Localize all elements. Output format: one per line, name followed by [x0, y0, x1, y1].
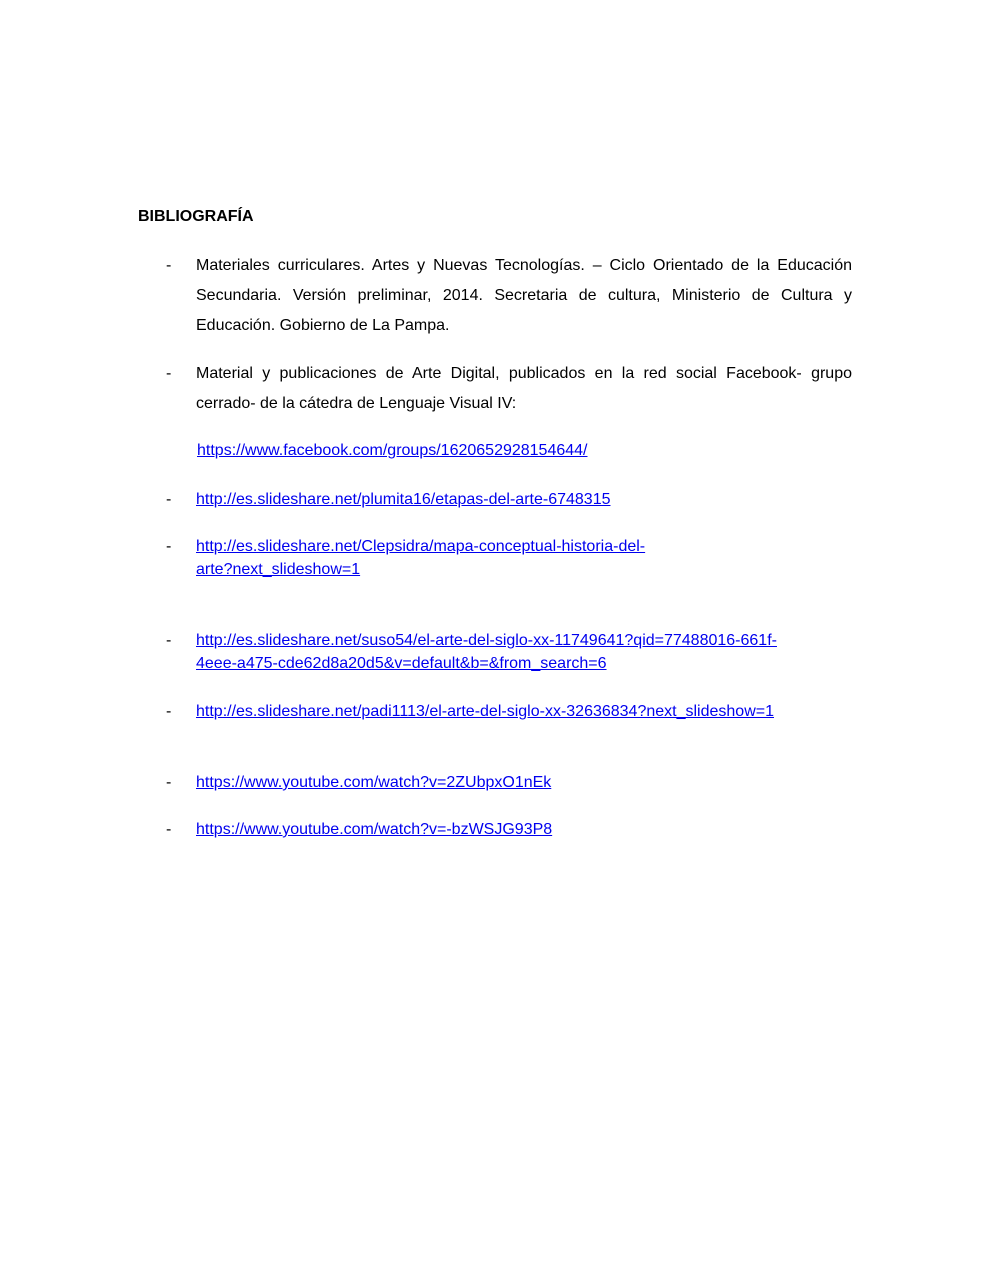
bullet-dash: - — [166, 257, 172, 274]
entry-text: Material y publicaciones de Arte Digital, publicados en la red social Facebook- grupo cerrado- de la cátedra de Lenguaje Visual IV: — [196, 365, 852, 412]
section-heading: BIBLIOGRAFÍA — [138, 208, 254, 225]
bullet-dash: - — [166, 774, 172, 791]
slideshare-link-etapas[interactable]: http://es.slideshare.net/plumita16/etapas-del-arte-6748315 — [196, 491, 611, 508]
slideshare-link-suso54-line2[interactable]: 4eee-a475-cde62d8a20d5&v=default&b=&from_search=6 — [196, 655, 607, 672]
entry-text: Materiales curriculares. Artes y Nuevas Tecnologías. – Ciclo Orientado de la Educación Secundaria. Versión preliminar, 2014. Secretaria de cultura, Ministerio de Cultura y Educación. Gobierno de La Pampa. — [196, 257, 852, 334]
slideshare-link-mapa-line1[interactable]: http://es.slideshare.net/Clepsidra/mapa-conceptual-historia-del- — [196, 538, 646, 555]
bullet-dash: - — [166, 538, 172, 555]
facebook-group-link[interactable]: https://www.facebook.com/groups/1620652928154644/ — [197, 442, 588, 459]
bullet-dash: - — [166, 821, 172, 838]
slideshare-link-mapa-line2[interactable]: arte?next_slideshow=1 — [196, 561, 361, 578]
bibliography-entry — [166, 700, 852, 723]
bibliography-entry — [166, 359, 852, 419]
youtube-link-1[interactable]: https://www.youtube.com/watch?v=2ZUbpxO1nEk — [196, 774, 552, 791]
slideshare-link-padi1113[interactable]: http://es.slideshare.net/padi1113/el-arte-del-siglo-xx-32636834?next_slideshow=1 — [196, 703, 774, 720]
bibliography-entry — [166, 629, 852, 675]
bibliography-entry — [166, 251, 852, 341]
bibliography-entry — [166, 771, 852, 794]
bibliography-entry — [166, 535, 852, 581]
bibliography-entry — [166, 488, 852, 511]
slideshare-link-suso54-line1[interactable]: http://es.slideshare.net/suso54/el-arte-del-siglo-xx-11749641?qid=77488016-661f- — [196, 632, 777, 649]
bullet-dash: - — [166, 632, 172, 649]
bibliography-entry — [166, 818, 852, 841]
bullet-dash: - — [166, 491, 172, 508]
bullet-dash: - — [166, 703, 172, 720]
bullet-dash: - — [166, 365, 172, 382]
youtube-link-2[interactable]: https://www.youtube.com/watch?v=-bzWSJG93P8 — [196, 821, 553, 838]
